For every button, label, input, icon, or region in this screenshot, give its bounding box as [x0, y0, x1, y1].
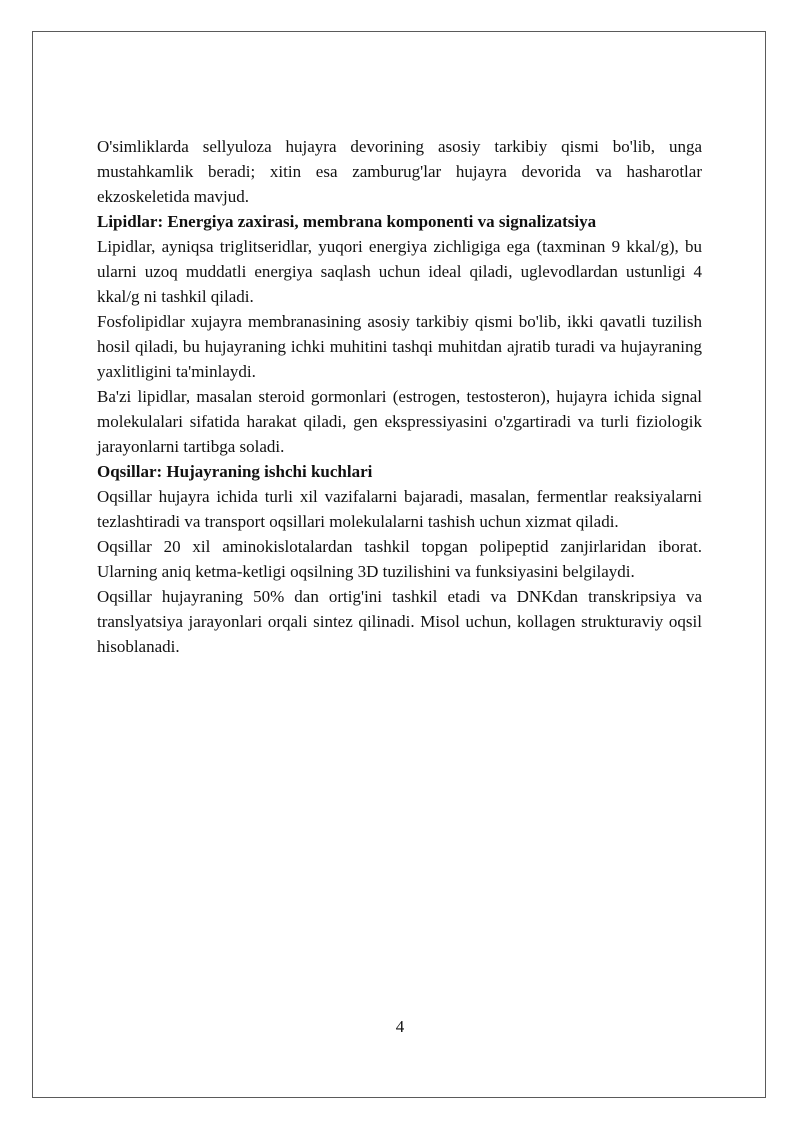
section-heading-lipids: Lipidlar: Energiya zaxirasi, membrana komponenti va signalizatsiya	[97, 212, 597, 231]
paragraph-lipid-energy: Lipidlar, ayniqsa triglitseridlar, yuqori energiya zichligiga ega (taxminan 9 kkal/g), bu ularni uzoq muddatli energiya saqlash uchun ideal qiladi, uglevodlardan ustunligi 4 kkal/g ni tashkil qiladi.	[97, 237, 702, 306]
paragraph-phospholipids: Fosfolipidlar xujayra membranasining asosiy tarkibiy qismi bo'lib, ikki qavatli tuzilish hosil qiladi, bu hujayraning ichki muhitini tashqi muhitdan ajratib turadi va hujayraning yaxlitligini ta'minlaydi.	[97, 312, 702, 381]
paragraph-steroid-signaling: Ba'zi lipidlar, masalan steroid gormonlari (estrogen, testosteron), hujayra ichida signal molekulalari sifatida harakat qiladi, gen ekspressiyasini o'zgartiradi va turli fiziologik jarayonlarni tartibga soladi.	[97, 387, 702, 456]
page-number: 4	[395, 1017, 405, 1036]
paragraph-amino-acids: Oqsillar 20 xil aminokislotalardan tashkil topgan polipeptid zanjirlaridan iborat. Ularning aniq ketma-ketligi oqsilning 3D tuzilishini va funksiyasini belgilaydi.	[97, 537, 702, 581]
section-heading-proteins: Oqsillar: Hujayraning ishchi kuchlari	[97, 462, 373, 481]
document-body	[97, 134, 702, 659]
paragraph-protein-functions: Oqsillar hujayra ichida turli xil vazifalarni bajaradi, masalan, fermentlar reaksiyalarni tezlashtiradi va transport oqsillari molekulalarni tashish uchun xizmat qiladi.	[97, 487, 702, 531]
paragraph-cellulose-chitin: O'simliklarda sellyuloza hujayra devorining asosiy tarkibiy qismi bo'lib, unga mustahkamlik beradi; xitin esa zamburug'lar hujayra devorida va hasharotlar ekzoskeletida mavjud.	[97, 137, 702, 206]
paragraph-protein-synthesis: Oqsillar hujayraning 50% dan ortig'ini tashkil etadi va DNKdan transkripsiya va translyatsiya jarayonlari orqali sintez qilinadi. Misol uchun, kollagen strukturaviy oqsil hisoblanadi.	[97, 587, 702, 656]
